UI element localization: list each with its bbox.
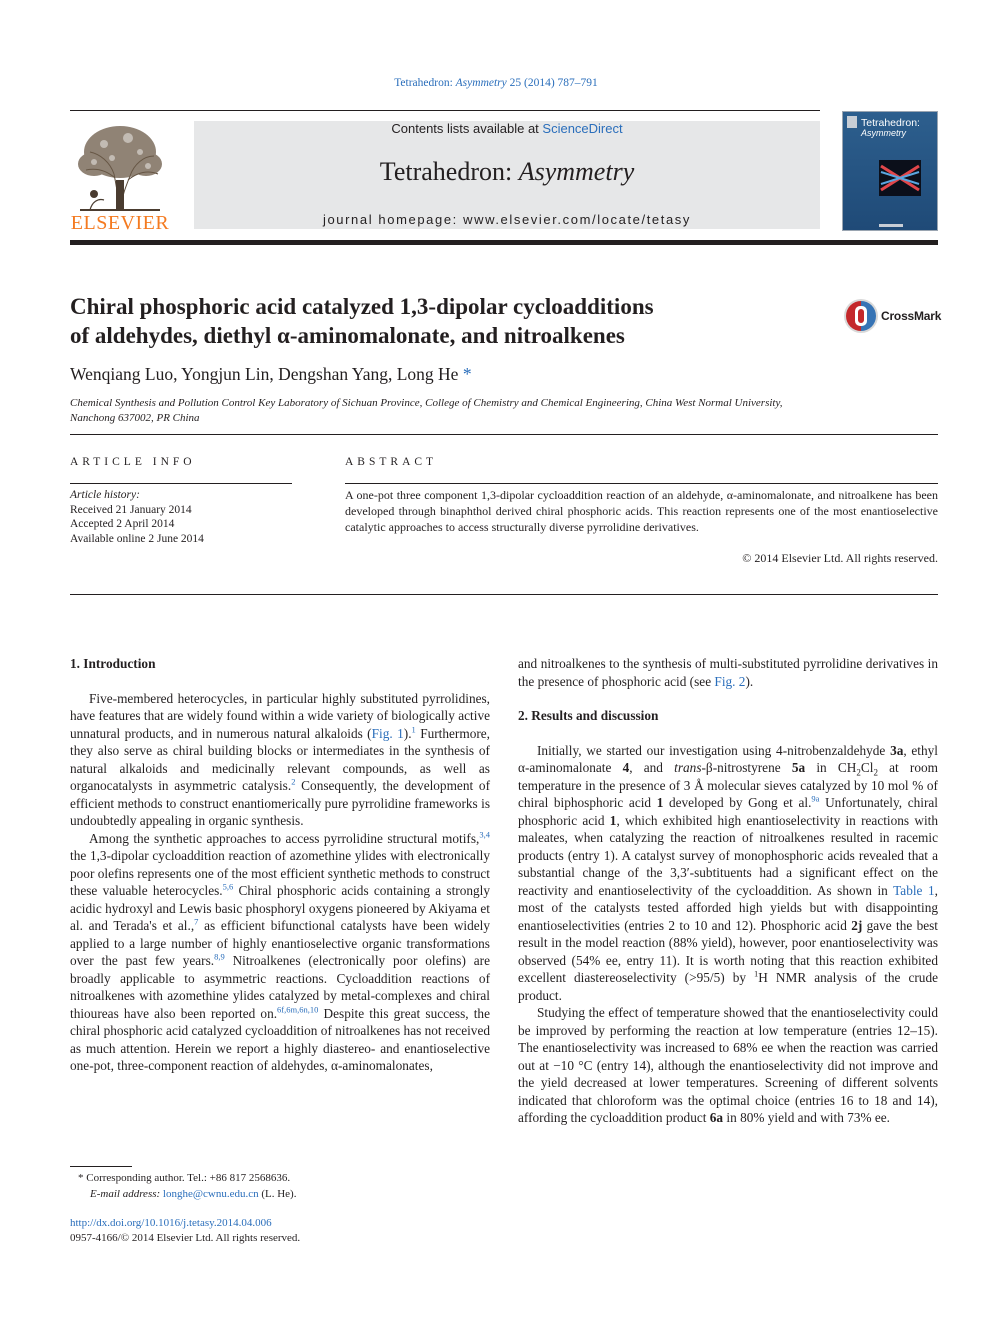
table1-link[interactable]: Table 1 xyxy=(893,882,935,898)
doi-block xyxy=(70,1216,300,1246)
crossmark-icon xyxy=(843,298,879,334)
ref-link[interactable]: 2 xyxy=(291,776,296,787)
email-link[interactable]: longhe@cwnu.edu.cn xyxy=(162,1188,259,1200)
results-paragraph-2: Studying the effect of temperature showed that the enantioselectivity could be improved by performing the reaction at low temperature (entries 12–15). The enantioselectivity was increased to 68% ee when the reaction was carried out at −10 °C (entry 14), although the enantioselectivity did not improve and the yield decreased at lower temperatures. Screening of different solvents indicated that chloroform was the optimal choice (entries 16 to 18 and 14), affording the cycloaddition product 6a in 80% yield and with 73% ee. xyxy=(518,1005,938,1125)
intro-paragraph-2-continued: and nitroalkenes to the synthesis of multi-substituted pyrrolidine derivatives in the presence of phosphoric acid (see Fig. 2). xyxy=(518,656,938,689)
abstract-text: A one-pot three component 1,3-dipolar cycloaddition reaction of an aldehyde, α-aminomalonate, and nitroalkene has been developed through binaphthol derived chiral phosphoric acids. This reaction represents one of the most enantioselective catalytic approaches to access structurally diverse pyrrolidine derivatives. xyxy=(345,488,938,534)
crossmark-badge[interactable]: CrossMark xyxy=(843,298,939,334)
issn-copyright: 0957-4166/© 2014 Elsevier Ltd. All rights reserved. xyxy=(70,1232,301,1244)
results-paragraph-1: Initially, we started our investigation using 4-nitrobenzaldehyde 3a, ethyl α-aminomalonate 4, and trans-β-nitrostyrene 5a in $CH_2Cl_2$ at room temperature in the presence of 3 Å molecular sieves catalyzed by 10 mol % of chiral biphosphoric acid 1 developed by Gong et al.$^{9a}$ Unfortunately, chiral phosphoric acid 1, which exhibited high enantioselectivity in reactions with maleates, when catalyzing the reaction of nitroalkenes resulted in racemic products (entry 1). A catalyst survey of monophosphoric acids revealed that a substantial change of the 3,3′-subtituents had a significant effect on the reactivity and enantioselectivity of the cycloaddition. As shown in Table 1, most of the catalysts tested afforded high yields but with disappointing enantioselectivities (entries 2 to 10 and 12). Phosphoric acid 2j gave the best result in the model reaction (88% yield), however, poor enantioselectivity was observed (54% ee, entry 11). It is worth noting that this reaction exhibited excellent diastereoselectivity (>95/5) by $^1$H NMR analysis of the crude product. xyxy=(518,742,938,1003)
intro-paragraph-2: Among the synthetic approaches to access pyrrolidine structural motifs,$^{3,4}$ the 1,3-dipolar cycloaddition reaction of azomethine ylides with electronically poor olefins represents one of the most efficient synthetic methods to construct these valuable heterocycles.$^{5,6}$ Chiral phosphoric acids containing a strongly acidic hydroxyl and Lewis basic phosphoryl oxygens pioneered by Akiyama et al. and Terada's et al.,$^7$ as efficient bifunctional catalysts have been widely applied to a large number of highly enantioselective organic transformations over the past few years.$^{8,9}$ Nitroalkenes (electronically poor olefins) are broadly applicable to asymmetric reactions. Cycloaddition reactions of nitroalkenes with azomethine ylides catalyzed by metal-complexes and chiral thioureas have also been reported on.$^{6f,6m,6n,10}$ Despite this great success, the chiral phosphoric acid catalyzed cycloaddition of nitroalkenes has not received as much attention. Herein we report a highly diastereo- and enantioselective one-pot, three-component reaction of aldehydes, α-aminomalonates, xyxy=(70,829,491,1073)
header-bottom-rule xyxy=(70,240,938,245)
journal-cover-thumbnail[interactable] xyxy=(842,111,938,231)
cover-logo-icon xyxy=(847,116,857,128)
article-info-rule xyxy=(70,483,292,484)
abstract-rule xyxy=(345,483,938,484)
ref-link[interactable]: 9a xyxy=(811,793,820,804)
ref-link[interactable]: 1 xyxy=(411,724,416,735)
header-top-rule xyxy=(70,110,820,111)
ref-link[interactable]: 8,9 xyxy=(214,951,225,962)
abstract-heading: ABSTRACT xyxy=(345,456,438,468)
intro-paragraph-1: Five-membered heterocycles, in particular highly substituted pyrrolidines, have features that are widely found within a wide variety of biologically active unnatural products, and in numerous natural alkaloids (Fig. 1).$^1$ Furthermore, they also serve as chiral building blocks or intermediates in the synthesis of natural alkaloids and medicinally relevant compounds, as well as organocatalysts in asymmetric catalysis.$^2$ Consequently, the development of efficient methods to construct enantiomerically pure pyrrolidine frameworks is undoubtedly appealing in organic synthesis. xyxy=(70,690,490,828)
footnote-rule xyxy=(70,1166,132,1167)
corresponding-author-footnote: * Corresponding author. Tel.: +86 817 2568636. E-mail address: longhe@cwnu.edu.cn (L. He). xyxy=(78,1172,297,1200)
article-history: Article history: Received 21 January 2014 Accepted 2 April 2014 Available online 2 June 2014 xyxy=(70,489,204,545)
sciencedirect-link[interactable]: ScienceDirect xyxy=(542,121,623,136)
abstract-copyright: © 2014 Elsevier Ltd. All rights reserved. xyxy=(742,551,938,565)
ref-link[interactable]: 5,6 xyxy=(222,881,234,892)
doi-link[interactable]: http://dx.doi.org/10.1016/j.tetasy.2014.04.006 xyxy=(70,1217,272,1229)
article-info-heading: ARTICLE INFO xyxy=(70,456,196,468)
contents-line: Contents lists available at ScienceDirect xyxy=(391,121,623,136)
section-heading-results: 2. Results and discussion xyxy=(518,708,659,723)
author-list: Wenqiang Luo, Yongjun Lin, Dengshan Yang, Long He * xyxy=(70,364,472,384)
fig1-link[interactable]: Fig. 1 xyxy=(371,725,404,741)
ref-link[interactable]: 6f,6m,6n,10 xyxy=(277,1004,319,1015)
journal-homepage: journal homepage: www.elsevier.com/locate/tetasy xyxy=(322,212,691,227)
affiliation: Chemical Synthesis and Pollution Control Key Laboratory of Sichuan Province, College of Chemistry and Chemical Engineering, China West Normal University, Nanchong 637002, PR China xyxy=(70,397,783,424)
abstract-bottom-rule xyxy=(70,594,938,595)
journal-citation[interactable]: Tetrahedron: Asymmetry 25 (2014) 787–791 xyxy=(394,77,598,89)
homepage-link[interactable]: www.elsevier.com/locate/tetasy xyxy=(463,212,691,227)
cover-title: Tetrahedron: Asymmetry xyxy=(861,117,920,139)
corresponding-author-mark[interactable]: * xyxy=(458,364,472,384)
journal-name: Tetrahedron: Asymmetry xyxy=(379,157,635,186)
cover-graphic-icon xyxy=(879,160,921,196)
elsevier-wordmark: ELSEVIER xyxy=(70,212,170,234)
section-heading-introduction: 1. Introduction xyxy=(70,656,156,671)
body-left-column xyxy=(70,655,490,1075)
ref-link[interactable]: 3,4 xyxy=(479,829,490,840)
cover-footer-mark xyxy=(879,224,903,227)
body-right-column xyxy=(518,655,938,1127)
article-title: Chiral phosphoric acid catalyzed 1,3-dipolar cycloadditions of aldehydes, diethyl α-aminomalonate, and nitroalkenes xyxy=(70,294,654,348)
ref-link[interactable]: 7 xyxy=(194,916,199,927)
affiliation-rule xyxy=(70,434,938,435)
fig2-link[interactable]: Fig. 2 xyxy=(714,673,746,689)
